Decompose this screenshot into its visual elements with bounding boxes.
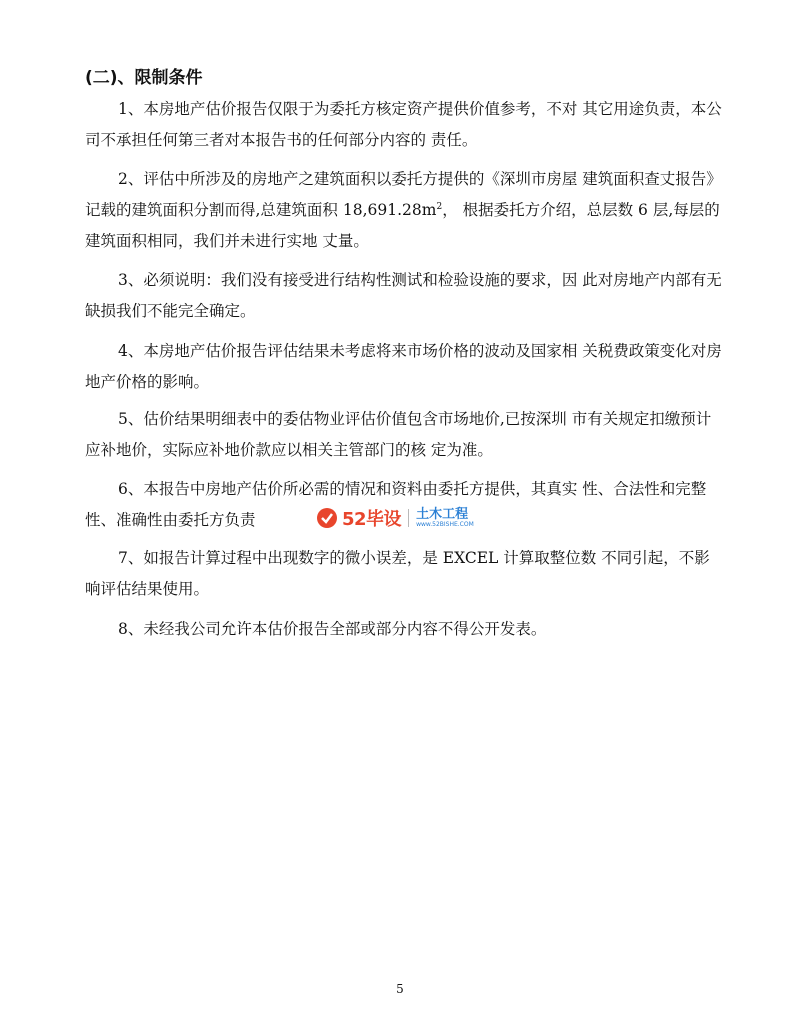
- brand-logo-icon: [316, 507, 338, 529]
- paragraph-2-tail: ， 根据委托方介绍，总层数 6 层,每层的建筑面积相同，我们并未进行实地 丈量。: [85, 201, 720, 250]
- page-number: 5: [396, 982, 404, 996]
- paragraph-3: 3、必须说明：我们没有接受进行结构性测试和检验设施的要求，因 此对房地产内部有无缺损我们不能完全确定。: [85, 271, 722, 320]
- paragraph-8: 8、未经我公司允许本估价报告全部或部分内容不得公开发表。: [118, 620, 547, 638]
- paragraph-6: 6、本报告中房地产估价所必需的情况和资料由委托方提供，其真实 性、合法性和完整性、准确性由委托方负责: [85, 480, 707, 529]
- paragraph-7: 7、如报告计算过程中出现数字的微小误差，是 EXCEL 计算取整位数 不同引起，不影响评估结果使用。: [85, 549, 710, 598]
- watermark-subtitle: 土木工程: [416, 507, 469, 522]
- paragraph-2: [85, 164, 725, 257]
- paragraph-5: 5、估价结果明细表中的委估物业评估价值包含市场地价,已按深圳 市有关规定扣缴预计应补地价，实际应补地价款应以相关主管部门的核 定为准。: [85, 410, 712, 459]
- paragraph-4: 4、本房地产估价报告评估结果未考虑将来市场价格的波动及国家相 关税费政策变化对房地产价格的影响。: [85, 342, 722, 391]
- watermark-brand: 52毕设: [342, 509, 402, 530]
- watermark-divider: [408, 509, 409, 527]
- watermark-url: www.52BISHE.COM: [416, 521, 474, 528]
- watermark-sub-block: [416, 508, 474, 528]
- paragraph-2-main: 2、评估中所涉及的房地产之建筑面积以委托方提供的《深圳市房屋 建筑面积查丈报告》记载的建筑面积分割而得,总建筑面积 18,691.28m: [85, 170, 722, 219]
- area-unit-superscript: 2: [436, 201, 443, 212]
- watermark-logo: [316, 506, 474, 530]
- paragraph-1: 1、本房地产估价报告仅限于为委托方核定资产提供价值参考，不对 其它用途负责，本公司不承担任何第三者对本报告书的任何部分内容的 责任。: [85, 100, 722, 149]
- section-heading: (二)、限制条件: [85, 68, 203, 88]
